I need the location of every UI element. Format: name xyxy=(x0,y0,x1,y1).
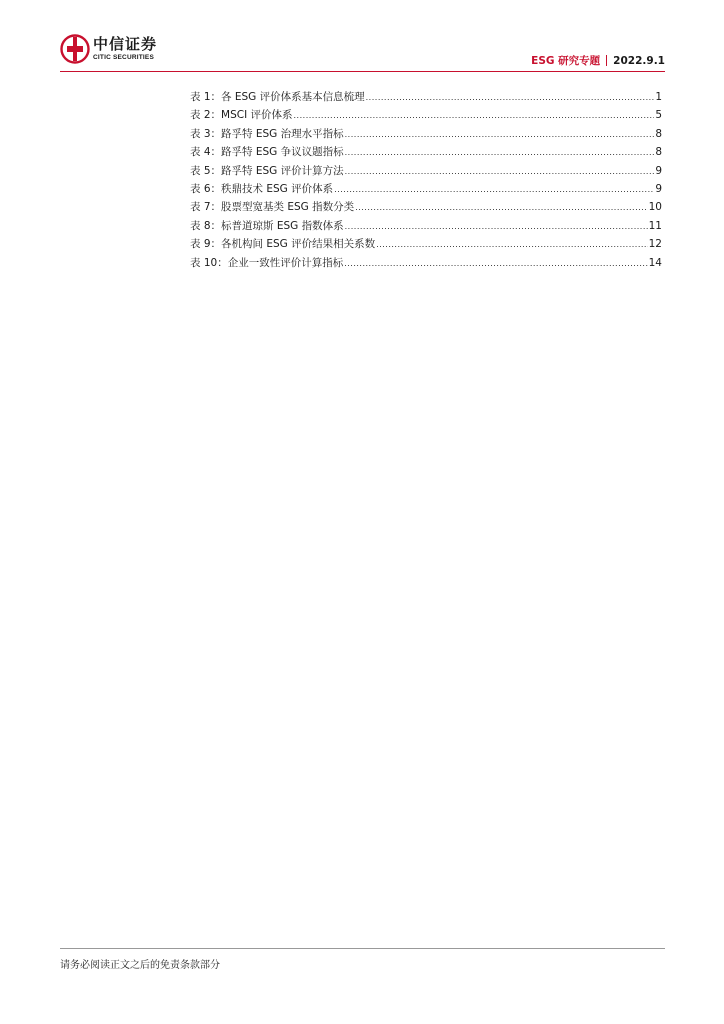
toc-entry-title: 表 8：标普道琼斯 ESG 指数体系 xyxy=(190,219,344,232)
toc-entry[interactable] xyxy=(190,254,662,272)
citic-logo-icon xyxy=(60,34,90,64)
toc-entry-page: 5 xyxy=(655,109,662,122)
toc-dot-leader xyxy=(345,163,655,181)
toc-entry-page: 8 xyxy=(655,146,662,159)
toc-entry[interactable] xyxy=(190,162,662,180)
toc-dot-leader xyxy=(345,126,655,144)
header-separator xyxy=(606,55,607,66)
toc-entry[interactable] xyxy=(190,198,662,216)
toc-entry-page: 12 xyxy=(648,238,662,251)
toc-dot-leader xyxy=(355,199,647,217)
toc-dot-leader xyxy=(345,218,648,236)
toc-dot-leader xyxy=(294,107,655,125)
table-of-tables xyxy=(190,88,662,272)
logo-english-name: CITIC SECURITIES xyxy=(93,53,154,61)
footer-disclaimer: 请务必阅读正文之后的免责条款部分 xyxy=(60,960,220,971)
toc-dot-leader xyxy=(344,255,647,273)
page-header xyxy=(60,34,665,70)
toc-entry-title: 表 10：企业一致性评价计算指标 xyxy=(190,256,344,269)
header-divider xyxy=(60,71,665,72)
toc-dot-leader xyxy=(366,89,655,107)
toc-entry-page: 14 xyxy=(648,256,662,269)
citic-logo xyxy=(60,34,157,64)
toc-entry-title: 表 1：各 ESG 评价体系基本信息梳理 xyxy=(190,91,365,103)
toc-entry[interactable] xyxy=(190,235,662,253)
toc-entry[interactable] xyxy=(190,106,662,124)
toc-entry-title: 表 3：路孚特 ESG 治理水平指标 xyxy=(190,127,344,140)
toc-entry[interactable] xyxy=(190,88,662,106)
toc-entry-title: 表 4：路孚特 ESG 争议议题指标 xyxy=(190,146,344,159)
toc-entry-title: 表 9：各机构间 ESG 评价结果相关系数 xyxy=(190,238,376,251)
toc-entry[interactable] xyxy=(190,217,662,235)
report-date: 2022.9.1 xyxy=(613,54,665,67)
toc-dot-leader xyxy=(334,181,654,199)
footer-divider xyxy=(60,948,665,949)
toc-dot-leader xyxy=(376,236,647,254)
toc-entry[interactable] xyxy=(190,125,662,143)
toc-entry-page: 9 xyxy=(655,182,662,195)
toc-entry-page: 11 xyxy=(648,219,662,232)
toc-entry-title: 表 6：秩鼎技术 ESG 评价体系 xyxy=(190,182,334,195)
toc-entry-page: 8 xyxy=(655,127,662,140)
toc-dot-leader xyxy=(345,144,655,162)
toc-entry[interactable] xyxy=(190,143,662,161)
toc-entry-title: 表 2：MSCI 评价体系 xyxy=(190,109,293,122)
toc-entry[interactable] xyxy=(190,180,662,198)
toc-entry-page: 9 xyxy=(655,164,662,177)
toc-entry-page: 10 xyxy=(648,201,662,214)
report-topic: ESG 研究专题 xyxy=(531,55,601,67)
toc-entry-page: 1 xyxy=(655,91,662,103)
header-meta xyxy=(531,53,665,68)
toc-entry-title: 表 5：路孚特 ESG 评价计算方法 xyxy=(190,164,344,177)
toc-entry-title: 表 7：股票型宽基类 ESG 指数分类 xyxy=(190,201,355,214)
logo-chinese-name: 中信证券 xyxy=(93,34,158,53)
